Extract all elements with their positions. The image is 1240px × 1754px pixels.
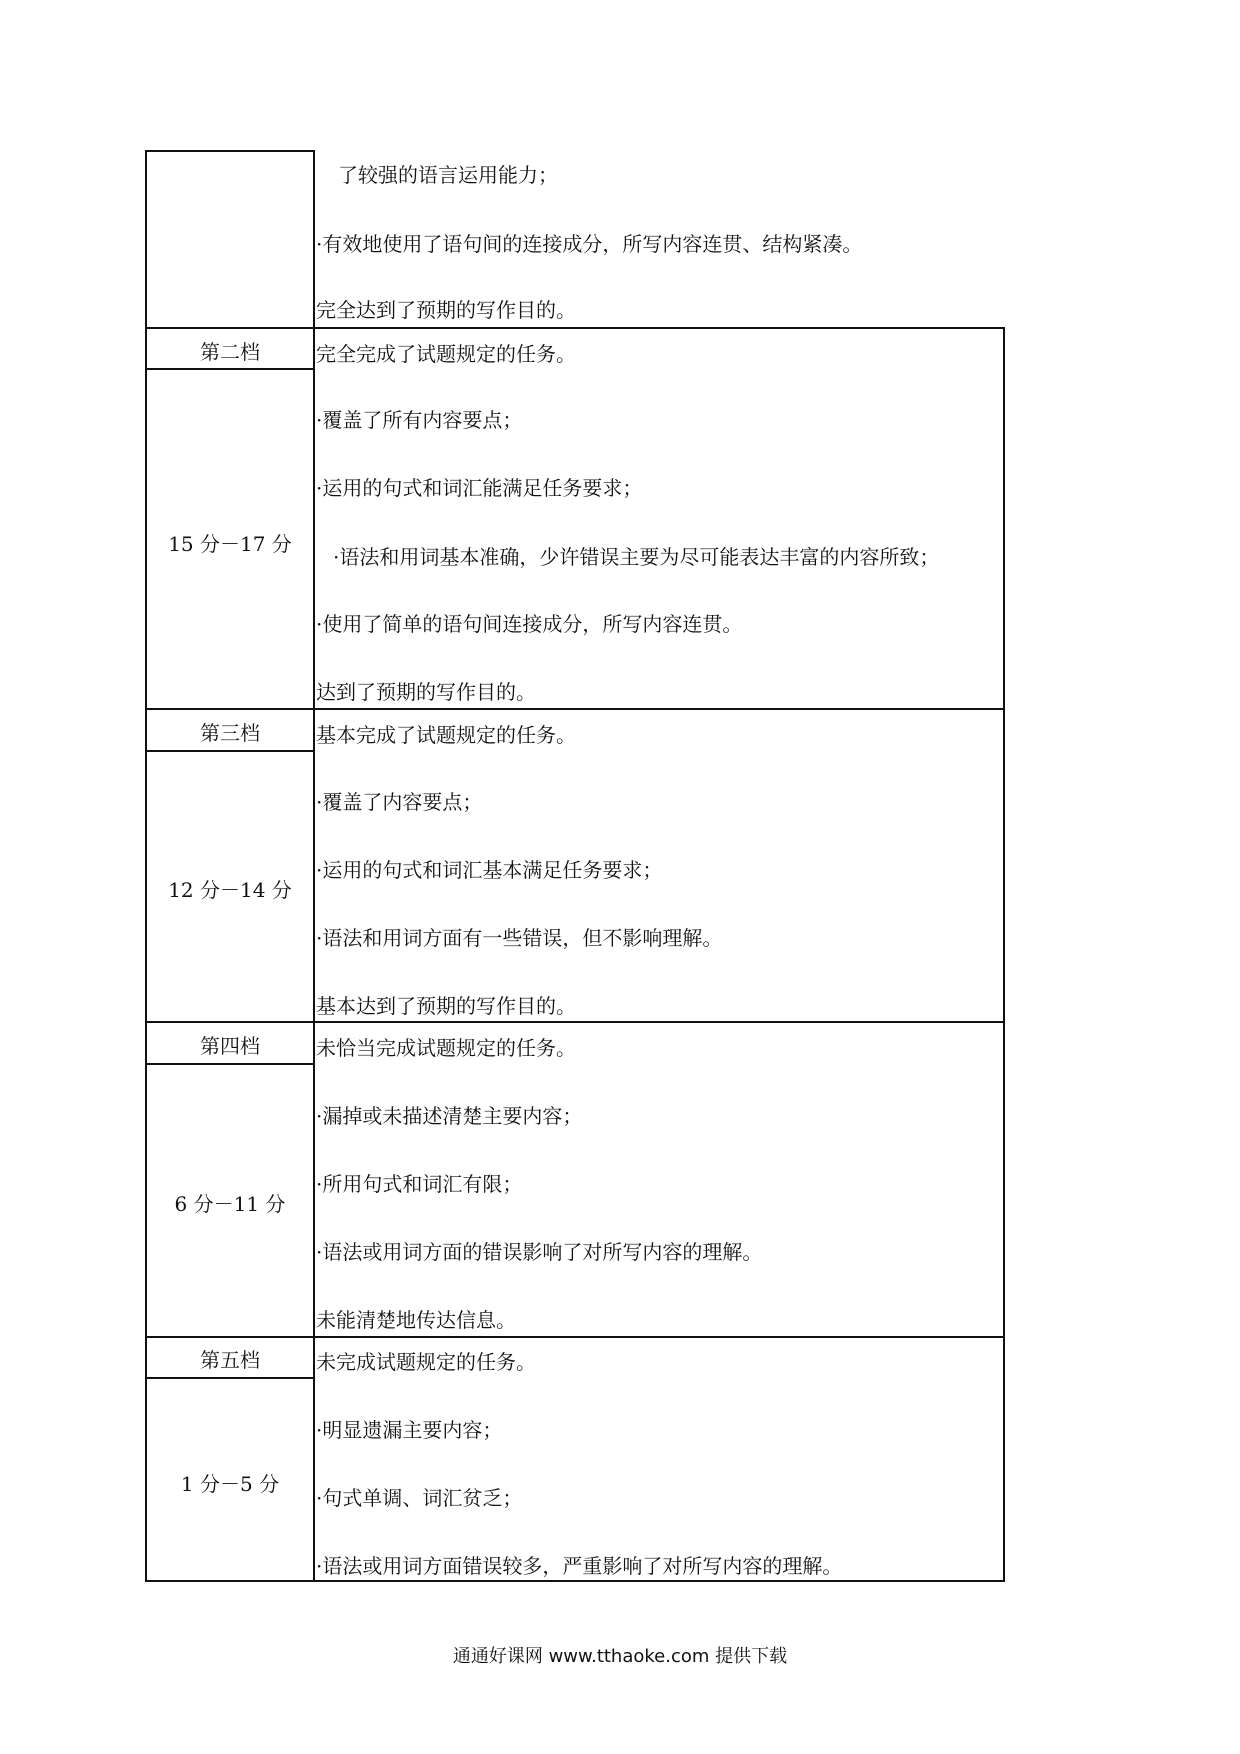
band-line: ·运用的句式和词汇基本满足任务要求； [316,858,663,882]
band-line: 未完成试题规定的任务。 [316,1350,536,1374]
band-line: ·句式单调、词汇贫乏； [316,1486,523,1510]
table-divider [313,150,315,1582]
band-4-name-rule [145,1063,315,1065]
band-line: 未能清楚地传达信息。 [316,1308,516,1332]
table-top-rule [145,150,315,152]
band-line: ·运用的句式和词汇能满足任务要求； [316,476,643,500]
band-name: 第三档 [200,721,260,745]
band-line: ·漏掉或未描述清楚主要内容； [316,1104,583,1128]
top-block-line: ·有效地使用了语句间的连接成分，所写内容连贯、结构紧凑。 [316,232,863,256]
band-rule-2 [145,327,1005,329]
table-bottom-rule [145,1580,1005,1582]
band-score: 12 分－14 分 [168,878,292,902]
band-2-name-rule [145,368,315,370]
band-line: 未恰当完成试题规定的任务。 [316,1036,576,1060]
band-name: 第四档 [200,1034,260,1058]
band-5-name-rule [145,1377,315,1379]
band-score: 1 分－5 分 [180,1472,280,1496]
band-score: 6 分－11 分 [174,1192,286,1216]
band-rule-4 [145,1021,1005,1023]
band-line: 基本完成了试题规定的任务。 [316,723,576,747]
table-right-border [1003,327,1005,1582]
band-line: ·所用句式和词汇有限； [316,1172,523,1196]
band-line: ·明显遗漏主要内容； [316,1418,503,1442]
band-line: 完全完成了试题规定的任务。 [316,342,576,366]
band-line: 基本达到了预期的写作目的。 [316,994,576,1018]
band-line: ·使用了简单的语句间连接成分，所写内容连贯。 [316,612,743,636]
band-line: 达到了预期的写作目的。 [316,680,536,704]
page-footer: 通通好课网 www.tthaoke.com 提供下载 [452,1646,788,1667]
band-rule-5 [145,1336,1005,1338]
band-line: ·语法或用词方面的错误影响了对所写内容的理解。 [316,1240,763,1264]
band-name: 第二档 [200,340,260,364]
top-block-line: 了较强的语言运用能力； [338,163,558,187]
band-line: ·语法或用词方面错误较多，严重影响了对所写内容的理解。 [316,1554,843,1578]
band-line: ·覆盖了所有内容要点； [316,408,523,432]
band-line: ·覆盖了内容要点； [316,790,483,814]
band-rule-3 [145,708,1005,710]
band-line: ·语法和用词方面有一些错误，但不影响理解。 [316,926,723,950]
band-name: 第五档 [200,1348,260,1372]
band-3-name-rule [145,750,315,752]
band-score: 15 分－17 分 [168,532,292,556]
band-line: ·语法和用词基本准确，少许错误主要为尽可能表达丰富的内容所致； [333,545,940,569]
top-block-line: 完全达到了预期的写作目的。 [316,298,576,322]
